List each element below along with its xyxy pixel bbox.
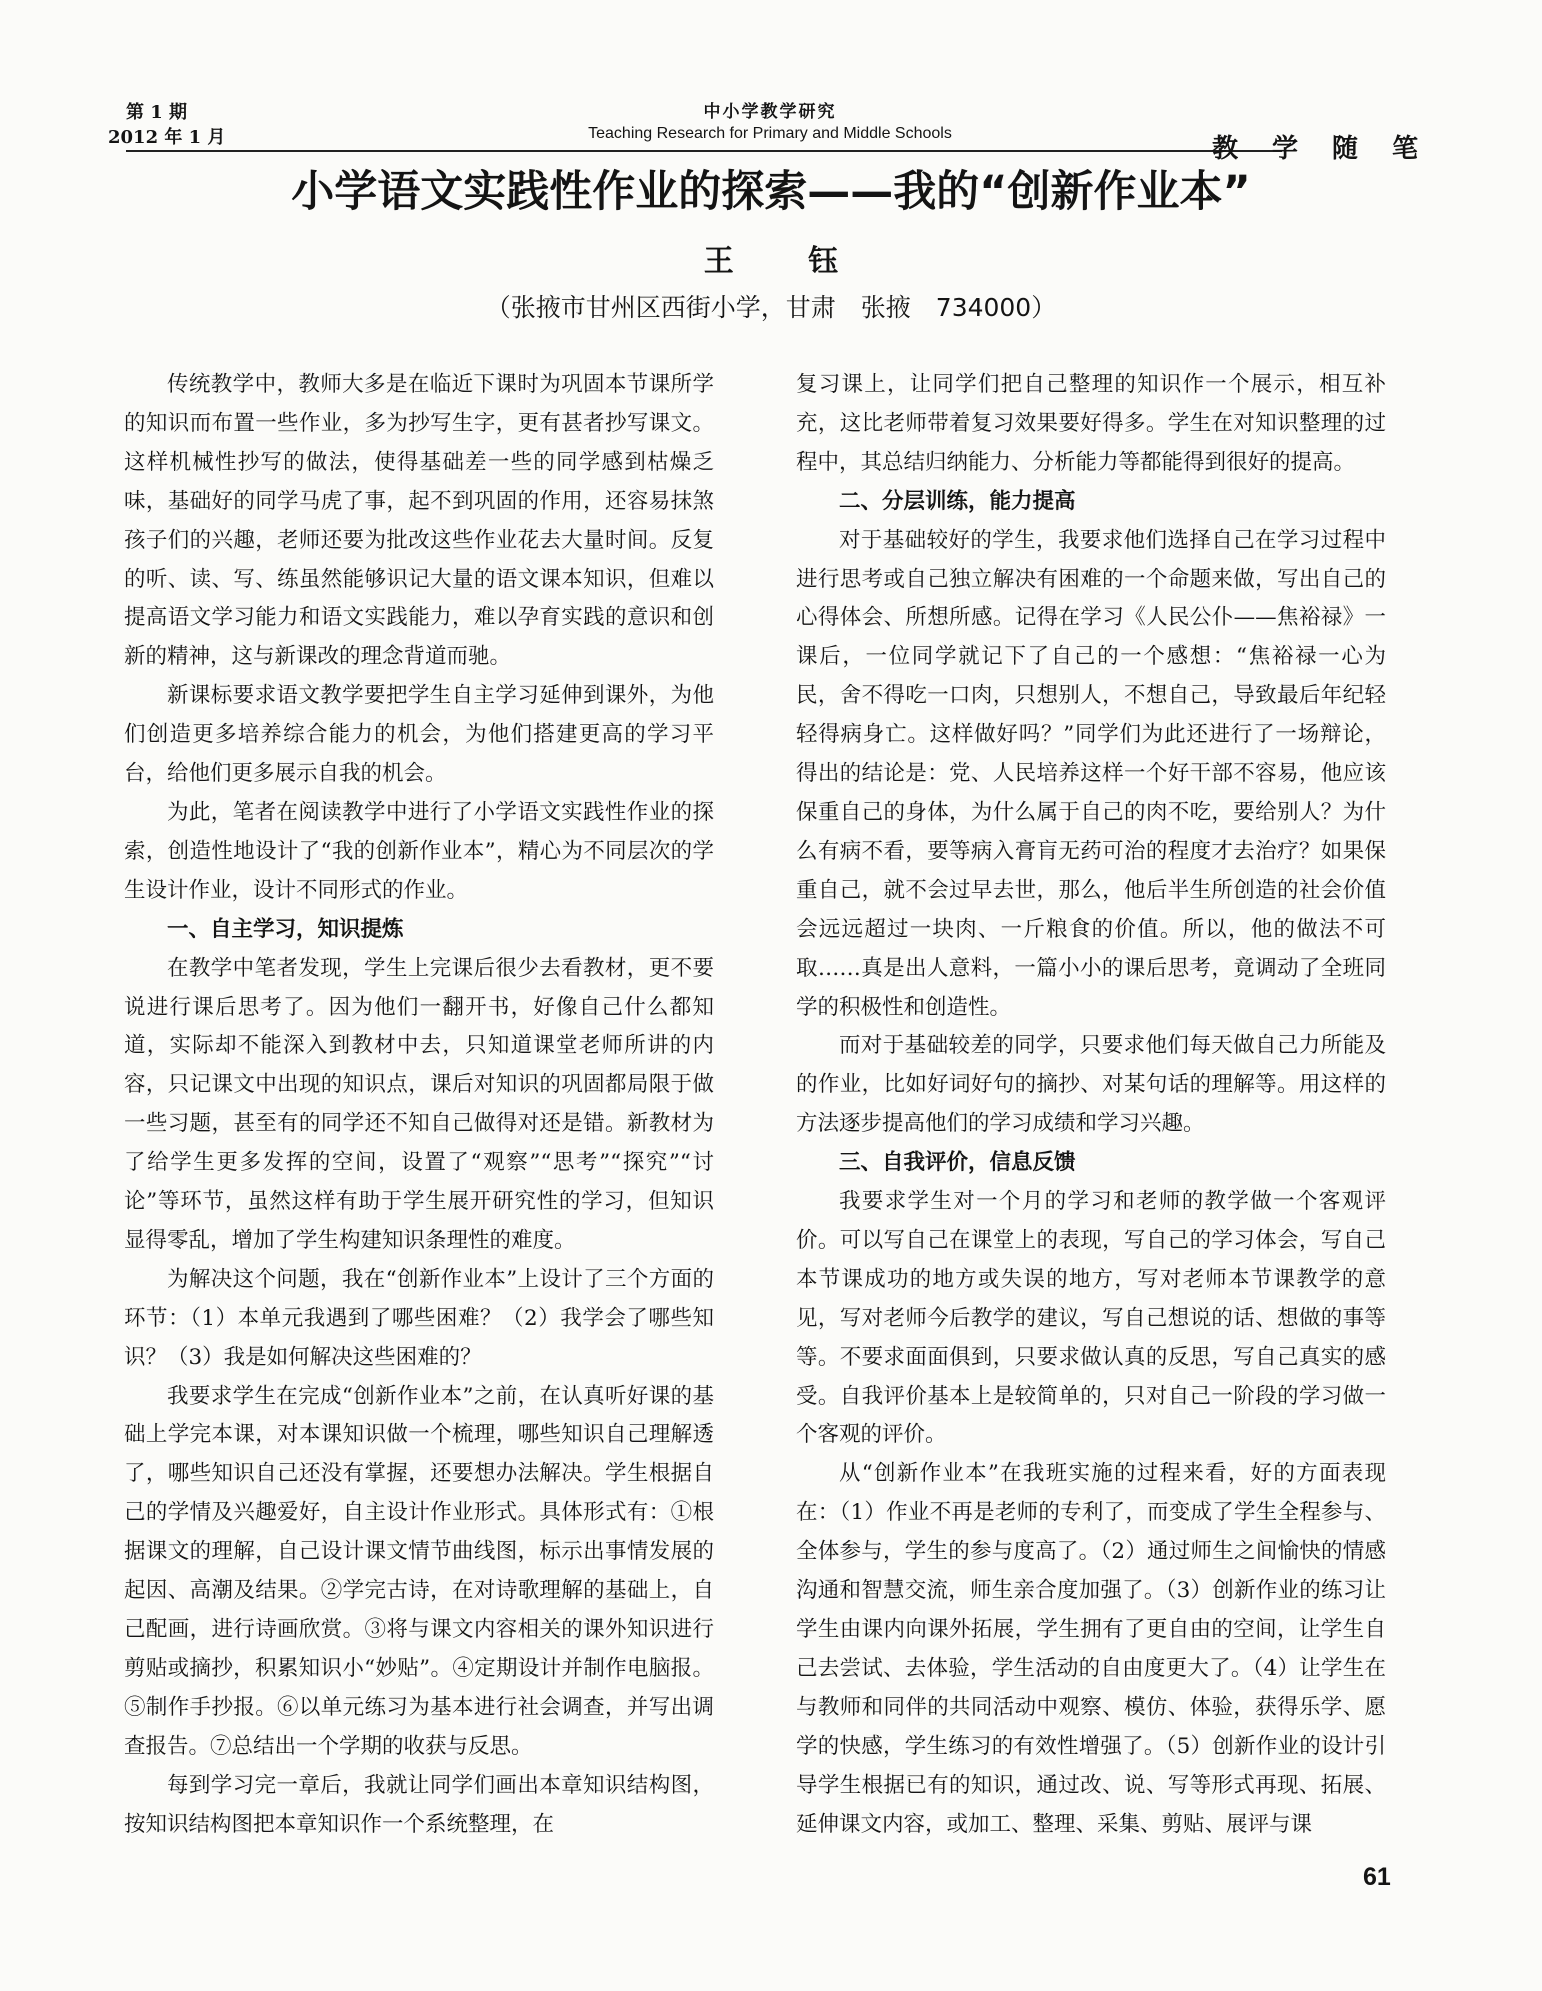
left-column <box>124 366 714 1844</box>
section-heading: 一、自主学习，知识提炼 <box>167 916 404 942</box>
paragraph: 从“创新作业本”在我班实施的过程来看，好的方面表现在：（1）作业不再是老师的专利了，而变成了学生全程参与、全体参与，学生的参与度高了。（2）通过师生之间愉快的情感沟通和智慧交流，师生亲合度加强了。（3）创新作业的练习让学生由课内向课外拓展，学生拥有了更自由的空间，让学生自己去尝试、去体验，学生活动的自由度更大了。（4）让学生在与教师和同伴的共同活动中观察、模仿、体验，获得乐学、愿学的快感，学生练习的有效性增强了。（5）创新作业的设计引导学生根据已有的知识，通过改、说、写等形式再现、拓展、延伸课文内容，或加工、整理、采集、剪贴、展评与课 <box>796 1461 1386 1837</box>
journal-name-cn: 中小学教学研究 <box>703 102 837 122</box>
paragraph: 我要求学生在完成“创新作业本”之前，在认真听好课的基础上学完本课，对本课知识做一个梳理，哪些知识自己理解透了，哪些知识自己还没有掌握，还要想办法解决。学生根据自己的学情及兴趣爱好，自主设计作业形式。具体形式有：①根据课文的理解，自己设计课文情节曲线图，标示出事情发展的起因、高潮及结果。②学完古诗，在对诗歌理解的基础上，自己配画，进行诗画欣赏。③将与课文内容相关的课外知识进行剪贴或摘抄，积累知识小“妙贴”。④定期设计并制作电脑报。⑤制作手抄报。⑥以单元练习为基本进行社会调查，并写出调查报告。⑦总结出一个学期的收获与反思。 <box>124 1383 714 1759</box>
paragraph: 对于基础较好的学生，我要求他们选择自己在学习过程中进行思考或自己独立解决有困难的一个命题来做，写出自己的心得体会、所想所感。记得在学习《人民公仆——焦裕禄》一课后，一位同学就记下了自己的一个感想：“焦裕禄一心为民，舍不得吃一口肉，只想别人，不想自己，导致最后年纪轻轻得病身亡。这样做好吗？”同学们为此还进行了一场辩论，得出的结论是：党、人民培养这样一个好干部不容易，他应该保重自己的身体，为什么属于自己的肉不吃，要给别人？为什么有病不看，要等病入膏肓无药可治的程度才去治疗？如果保重自己，就不会过早去世，那么，他后半生所创造的社会价值会远远超过一块肉、一斤粮食的价值。所以，他的做法不可取……真是出人意料，一篇小小的课后思考，竟调动了全班同学的积极性和创造性。 <box>796 527 1386 1020</box>
section-heading: 二、分层训练，能力提高 <box>839 488 1076 514</box>
author-name: 王 钰 <box>703 244 871 279</box>
paragraph: 为此，笔者在阅读教学中进行了小学语文实践性作业的探索，创造性地设计了“我的创新作业本”，精心为不同层次的学生设计作业，设计不同形式的作业。 <box>124 799 714 903</box>
paragraph: 新课标要求语文教学要把学生自主学习延伸到课外，为他们创造更多培养综合能力的机会，为他们搭建更高的学习平台，给他们更多展示自我的机会。 <box>124 683 714 787</box>
article-title: 小学语文实践性作业的探索——我的“创新作业本” <box>291 167 1251 217</box>
right-column <box>796 366 1386 1844</box>
journal-name-en: Teaching Research for Primary and Middle Schools <box>588 125 952 142</box>
issue-number: 第 1 期 <box>126 102 188 123</box>
paragraph: 传统教学中，教师大多是在临近下课时为巩固本节课所学的知识而布置一些作业，多为抄写生字，更有甚者抄写课文。这样机械性抄写的做法，使得基础差一些的同学感到枯燥乏味，基础好的同学马虎了事，起不到巩固的作用，还容易抹煞孩子们的兴趣，老师还要为批改这些作业花去大量时间。反复的听、读、写、练虽然能够识记大量的语文课本知识，但难以提高语文学习能力和语文实践能力，难以孕育实践的意识和创新的精神，这与新课改的理念背道而驰。 <box>124 372 714 670</box>
paragraph: 而对于基础较差的同学，只要求他们每天做自己力所能及的作业，比如好词好句的摘抄、对某句话的理解等。用这样的方法逐步提高他们的学习成绩和学习兴趣。 <box>796 1033 1386 1137</box>
journal-name <box>540 100 1000 144</box>
header-rule <box>126 150 1282 152</box>
author-affiliation: （张掖市甘州区西街小学，甘肃 张掖 734000） <box>485 293 1057 322</box>
section-heading: 三、自我评价，信息反馈 <box>839 1150 1076 1176</box>
paragraph: 每到学习完一章后，我就让同学们画出本章知识结构图，按知识结构图把本章知识作一个系统整理，在 <box>124 1772 714 1837</box>
journal-issue-info <box>108 100 226 150</box>
paragraph: 我要求学生对一个月的学习和老师的教学做一个客观评价。可以写自己在课堂上的表现，写自己的学习体会，写自己本节课成功的地方或失误的地方，写对老师本节课教学的意见，写对老师今后教学的建议，写自己想说的话、想做的事等等。不要求面面俱到，只要求做认真的反思，写自己真实的感受。自我评价基本上是较简单的，只对自己一阶段的学习做一个客观的评价。 <box>796 1189 1386 1448</box>
page-number: 61 <box>1363 1863 1391 1891</box>
paragraph: 在教学中笔者发现，学生上完课后很少去看教材，更不要说进行课后思考了。因为他们一翻开书，好像自己什么都知道，实际却不能深入到教材中去，只知道课堂老师所讲的内容，只记课文中出现的知识点，课后对知识的巩固都局限于做一些习题，甚至有的同学还不知自己做得对还是错。新教材为了给学生更多发挥的空间，设置了“观察”“思考”“探究”“讨论”等环节，虽然这样有助于学生展开研究性的学习，但知识显得零乱，增加了学生构建知识条理性的难度。 <box>124 955 714 1253</box>
paragraph: 为解决这个问题，我在“创新作业本”上设计了三个方面的环节：（1）本单元我遇到了哪些困难？（2）我学会了哪些知识？（3）我是如何解决这些困难的？ <box>124 1266 714 1370</box>
paragraph: 复习课上，让同学们把自己整理的知识作一个展示，相互补充，这比老师带着复习效果要好得多。学生在对知识整理的过程中，其总结归纳能力、分析能力等都能得到很好的提高。 <box>796 372 1386 475</box>
issue-date: 2012 年 1 月 <box>108 127 226 148</box>
section-label: 教学随笔 <box>1212 134 1453 164</box>
